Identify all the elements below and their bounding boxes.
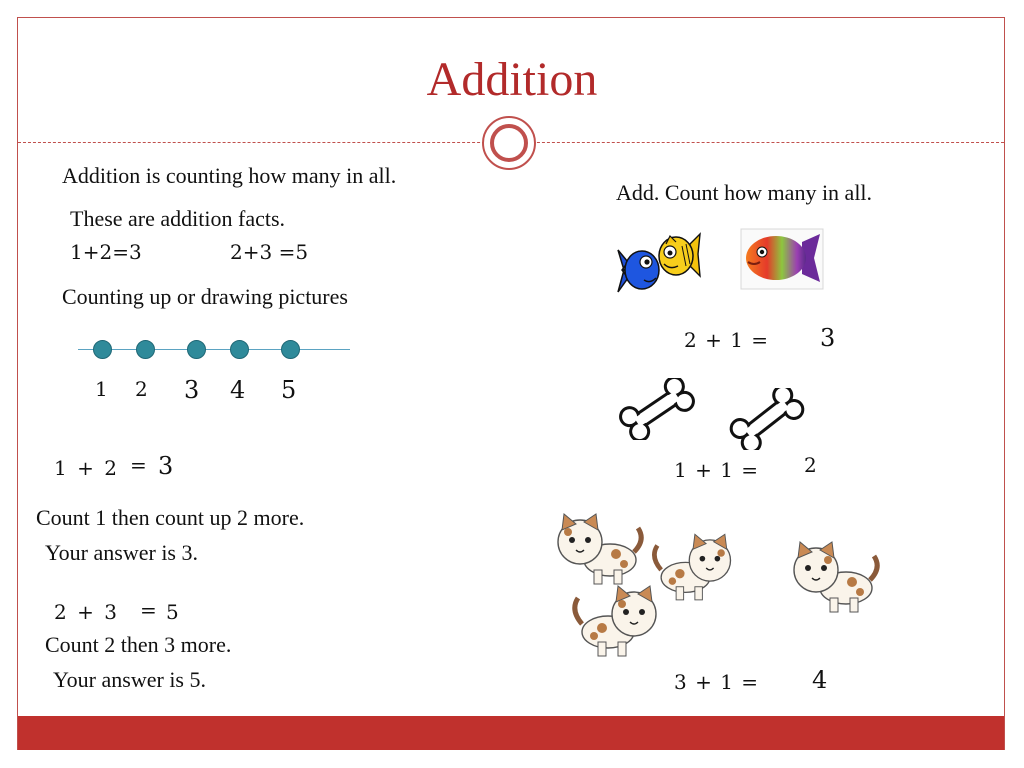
number-line-dot	[281, 340, 300, 359]
slide-title: Addition	[426, 53, 598, 106]
footer-bar	[18, 716, 1004, 750]
example-1-explain: Count 1 then count up 2 more.	[36, 505, 305, 530]
cat-icon	[786, 540, 882, 616]
number-label: 2	[135, 377, 148, 401]
number-line	[78, 349, 350, 350]
number-line-dot	[136, 340, 155, 359]
number-label: 5	[281, 376, 297, 404]
blue-fish-icon	[612, 240, 660, 298]
number-line-dot	[93, 340, 112, 359]
number-label: 3	[184, 376, 200, 404]
bone-icon	[728, 388, 806, 450]
right-instruction: Add. Count how many in all.	[616, 180, 873, 205]
number-line-dot	[230, 340, 249, 359]
cats-result: 4	[812, 666, 828, 694]
example-2-explain: Count 2 then 3 more.	[45, 632, 232, 657]
cat-icon	[568, 584, 664, 660]
number-label: 1	[95, 377, 108, 401]
facts-label: These are addition facts.	[70, 206, 286, 231]
fact-2: 2+3 =5	[230, 240, 309, 264]
example-1-lhs: 1 + 2	[54, 456, 117, 480]
fish-equation: 2 + 1 =	[684, 328, 769, 352]
fish-result: 3	[820, 324, 836, 352]
divider-ornament-icon	[482, 116, 536, 170]
number-label: 4	[230, 376, 246, 404]
example-2-lhs: 2 + 3	[54, 600, 117, 624]
bone-icon	[618, 378, 696, 440]
example-1-result: 3	[158, 452, 174, 480]
cats-equation: 3 + 1 =	[674, 670, 759, 694]
intro-text: Addition is counting how many in all.	[62, 163, 397, 188]
method-text: Counting up or drawing pictures	[62, 284, 348, 309]
number-line-dot	[187, 340, 206, 359]
example-2-equals: =	[140, 598, 157, 622]
example-2-answer: Your answer is 5.	[53, 667, 206, 692]
rainbow-fish-icon	[740, 228, 824, 290]
bones-result: 2	[804, 453, 817, 477]
fact-1: 1+2=3	[70, 240, 142, 264]
example-2-result: 5	[166, 600, 179, 624]
example-1-answer: Your answer is 3.	[45, 540, 198, 565]
example-1-equals: =	[130, 453, 147, 477]
yellow-fish-icon	[656, 230, 702, 286]
cat-icon	[550, 512, 646, 588]
bones-equation: 1 + 1 =	[674, 458, 759, 482]
